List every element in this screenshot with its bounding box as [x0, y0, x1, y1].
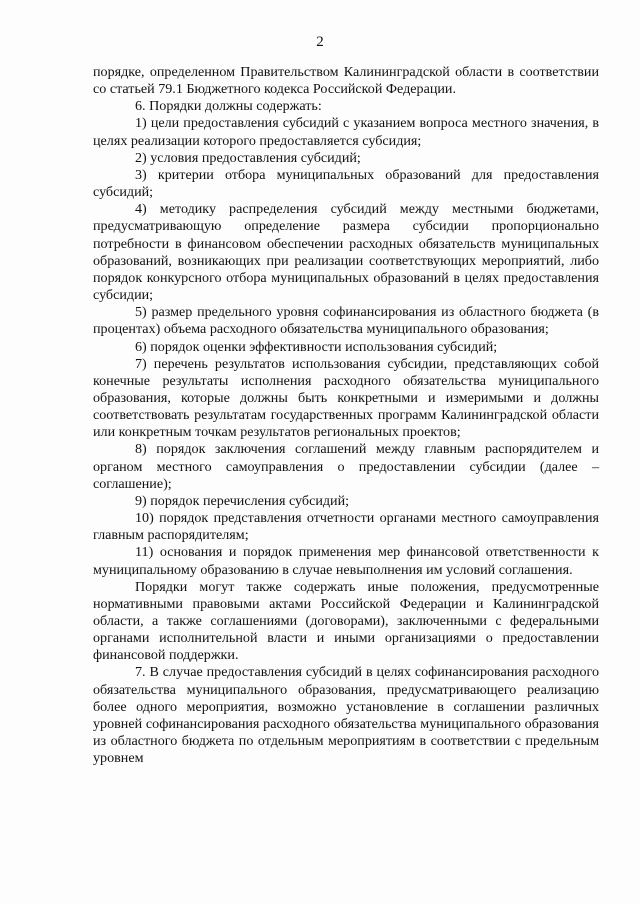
list-item-4: 4) методику распределения субсидий между местными бюджетами, предусматривающую определение размера субсидии пропорционально потребности в финансовом обеспечении расходных обязательств муниципальных образований, возникающих при реализации соответствующих мероприятий, либо порядок конкурсного отбора муниципальных образований в целях предоставления субсидии; [93, 201, 599, 304]
list-item-7: 7) перечень результатов использования субсидии, представляющих собой конечные результаты исполнения расходного обязательства муниципального образования, которые должны быть конкретными и измеримыми и должны соответствовать результатам государственных программ Калининградской области или конкретным точкам результатов региональных проектов; [93, 355, 599, 441]
list-item-3: 3) критерии отбора муниципальных образований для предоставления субсидий; [93, 166, 599, 201]
paragraph-section-6: 6. Порядки должны содержать: [135, 98, 322, 115]
list-item-2: 2) условия предоставления субсидий; [135, 149, 361, 166]
list-item-11: 11) основания и порядок применения мер финансовой ответственности к муниципальному образованию в случае невыполнения им условий соглашения. [93, 544, 599, 578]
list-item-1: 1) цели предоставления субсидий с указанием вопроса местного значения, в целях реализации которого предоставляется субсидия; [93, 115, 599, 149]
list-item-6: 6) порядок оценки эффективности использования субсидий; [135, 338, 498, 355]
list-item-8: 8) порядок заключения соглашений между главным распорядителем и органом местного самоуправления о предоставлении субсидии (далее – соглашение); [93, 441, 599, 492]
paragraph-additional-provisions: Порядки могут также содержать иные положения, предусмотренные нормативными правовыми актами Российской Федерации и Калининградской области, а также соглашениями (договорами), заключенными с федеральными органами исполнительной власти и иными организациями о предоставлении финансовой поддержки. [93, 578, 599, 664]
paragraph-continuation: порядке, определенном Правительством Калининградской области в соответствии со статьей 79.1 Бюджетного кодекса Российской Федерации. [93, 64, 599, 98]
page-number: 2 [316, 34, 324, 50]
list-item-9: 9) порядок перечисления субсидий; [135, 492, 350, 509]
list-item-10: 10) порядок представления отчетности органами местного самоуправления главным распорядителям; [93, 510, 599, 544]
document-body [93, 64, 599, 767]
list-item-5: 5) размер предельного уровня софинансирования из областного бюджета (в процентах) объема расходного обязательства муниципального образования; [93, 304, 599, 338]
paragraph-section-7: 7. В случае предоставления субсидий в целях софинансирования расходного обязательства муниципального образования, предусматривающего реализацию более одного мероприятия, возможно установление в соглашении различных уровней софинансирования расходного обязательства муниципального образования из областного бюджета по отдельным мероприятиям в соответствии с предельным уровнем [93, 664, 599, 767]
